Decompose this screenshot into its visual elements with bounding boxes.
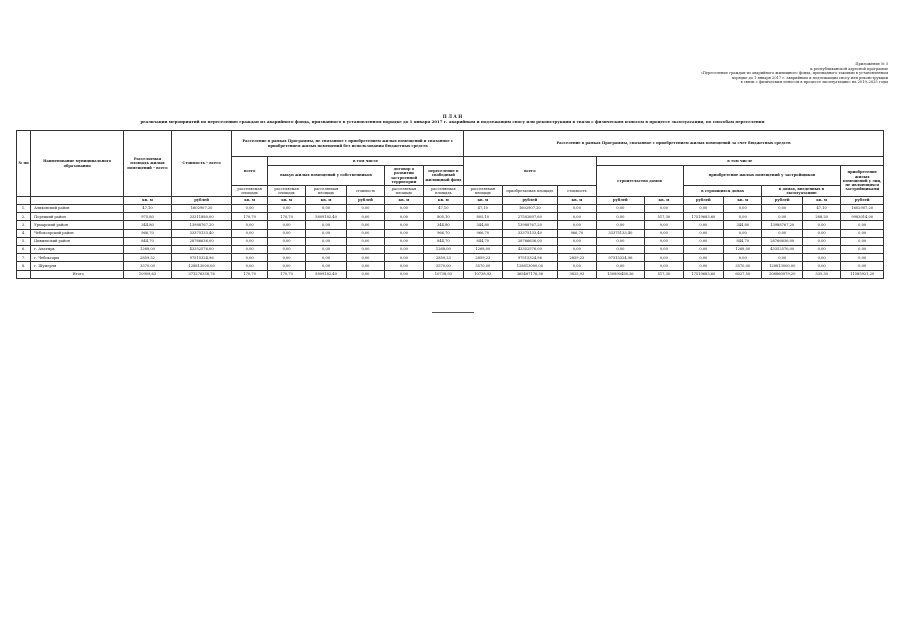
appendix-line: в связи с физическим износом в процессе эксплуатации» на 2019–2025 годы [740,80,888,85]
value-cell: 0,00 [385,205,423,213]
value-cell: 0,00 [306,237,346,245]
value-cell: 33375133,40 [171,229,232,237]
value-cell: 0,00 [724,229,762,237]
col-header-a-incl: в том числе [267,157,463,166]
col-header-resettled-area: расселяемая площадь [267,186,305,197]
value-cell: 805,10 [423,213,463,221]
value-cell: 0,00 [645,229,683,237]
value-cell: 0,00 [232,262,267,270]
table-row [17,213,884,221]
value-cell: 0,00 [802,237,840,245]
value-cell: 0,00 [683,254,723,262]
value-cell: 0,00 [346,270,384,278]
value-cell: 10738,93 [423,270,463,278]
value-cell: 0,00 [306,229,346,237]
value-cell: 1602907,20 [502,205,558,213]
resettlement-plan-table [16,130,884,279]
value-cell: 0,00 [346,205,384,213]
value-cell: 0,00 [232,229,267,237]
appendix-line: «Переселение граждан из аварийного жилищного фонда, признанного таковым в установленном [700,71,888,76]
value-cell: 805,10 [464,213,502,221]
col-header-cost-total: Стоимость – всего [171,131,232,197]
appendix-line: порядке до 1 января 2017 г. аварийным и подлежащим сносу или реконструкции [731,75,888,80]
unit-label: кв. м [232,197,267,205]
value-cell: 0,00 [645,245,683,253]
value-cell: 10909,63 [124,270,172,278]
value-cell: 0,00 [346,229,384,237]
value-cell: 0,00 [346,262,384,270]
col-header-cost: стоимость [346,186,384,197]
unit-label: рублей [171,197,232,205]
value-cell: 170,70 [232,213,267,221]
value-cell: 344,80 [423,221,463,229]
value-cell: 0,00 [645,254,683,262]
value-cell: 43352576,00 [762,245,802,253]
value-cell: 0,00 [346,254,384,262]
value-cell: 0,00 [841,254,884,262]
value-cell: 0,00 [232,245,267,253]
row-num: 6. [17,245,31,253]
unit-label: рублей [841,197,884,205]
value-cell: 0,00 [346,213,384,221]
value-cell: 6027,50 [724,270,762,278]
value-cell: 365467176,36 [502,270,558,278]
value-cell: 0,00 [802,229,840,237]
value-cell: 28766636,00 [762,237,802,245]
value-cell: 0,00 [596,213,645,221]
value-cell: 0,00 [267,245,305,253]
unit-label: рублей [683,197,723,205]
unit-label: рублей [502,197,558,205]
row-num: 4. [17,229,31,237]
value-cell: 0,00 [841,262,884,270]
col-header-construction: строительство домов [596,166,683,197]
value-cell: 0,00 [385,245,423,253]
value-cell: 844,70 [423,237,463,245]
value-cell: 13988767,20 [171,221,232,229]
value-cell: 0,00 [558,205,596,213]
value-cell: 966,70 [558,229,596,237]
municipality-name: г. Алатырь [31,245,124,253]
value-cell: 0,00 [596,245,645,253]
value-cell: 975,80 [124,213,172,221]
value-cell: 2859,23 [558,254,596,262]
value-cell: 0,00 [683,237,723,245]
value-cell: 47,10 [423,205,463,213]
value-cell: 1268,00 [464,245,502,253]
value-cell: 0,00 [724,213,762,221]
col-group-b: Расселение в рамках Программы, связанное с приобретением жилых помещений за счет бюджетных средств [464,131,884,157]
col-header-cost: стоимость [558,186,596,197]
col-group-a: Расселение в рамках Программы, не связанное с приобретением жилых помещений и связанное с приобретением жилых помещений без использования бюджетных средств [232,131,464,157]
value-cell: 0,00 [596,262,645,270]
col-header-from-others: приобретение жилых помещений у лиц, не являющихся застройщиками [841,166,884,197]
value-cell: 9983014,00 [841,213,884,221]
value-cell: 0,00 [306,262,346,270]
value-cell: 3570,00 [124,262,172,270]
value-cell: 128813000,00 [502,262,558,270]
value-cell: 344,80 [124,221,172,229]
table-row [17,254,884,262]
value-cell: 0,00 [841,229,884,237]
value-cell: 288,20 [802,213,840,221]
value-cell: 0,00 [762,229,802,237]
appendix-header [688,62,888,85]
value-cell: 966,70 [423,229,463,237]
value-cell: 0,00 [802,245,840,253]
value-cell: 170,70 [232,270,267,278]
value-cell: 0,00 [762,254,802,262]
col-header-resettled-area: расселяемая площадь [464,186,502,197]
unit-label: кв. м [558,197,596,205]
value-cell: 517,30 [645,270,683,278]
unit-label: кв. м [267,197,305,205]
col-header-in-building: в строящихся домах [683,186,762,197]
value-cell: 0,00 [267,254,305,262]
value-cell: 33311880,00 [171,213,232,221]
value-cell: 0,00 [558,262,596,270]
unit-label: кв. м [306,197,346,205]
value-cell: 0,00 [306,245,346,253]
unit-label: кв. м [124,197,172,205]
value-cell: 0,00 [346,237,384,245]
unit-label: рублей [596,197,645,205]
value-cell: 27502697,60 [502,213,558,221]
appendix-line: к республиканской адресной программе [810,66,888,71]
row-num: 7. [17,254,31,262]
value-cell: 170,70 [267,270,305,278]
value-cell: 17519683,60 [683,213,723,221]
value-cell: 844,70 [464,237,502,245]
value-cell: 0,00 [267,205,305,213]
value-cell: 0,00 [802,254,840,262]
value-cell: 97515324,96 [171,254,232,262]
table-body [17,205,884,279]
value-cell: 13988767,20 [762,221,802,229]
value-cell: 0,00 [385,221,423,229]
col-header-in-finished: в домах, введенных в эксплуатацию [762,186,841,197]
unit-label: кв. м [464,197,502,205]
value-cell: 0,00 [558,245,596,253]
value-cell: 0,00 [232,237,267,245]
value-cell: 10738,93 [464,270,502,278]
header-row [17,131,884,157]
col-header-contract: договор о развитии застроенной территории [385,166,423,186]
value-cell: 130890458,36 [596,270,645,278]
value-cell: 0,00 [596,205,645,213]
col-header-b-incl: в том числе [596,157,883,166]
col-header-resettled-area: расселяемая площадь [232,186,267,197]
value-cell: 0,00 [596,221,645,229]
value-cell: 5809182,40 [306,213,346,221]
row-num: 3. [17,221,31,229]
value-cell: 0,00 [802,262,840,270]
value-cell: 0,00 [306,205,346,213]
value-cell: 0,00 [267,237,305,245]
table-row [17,262,884,270]
table-row [17,221,884,229]
col-header-free-fund: переселение в свободный жилищный фонд [423,166,463,186]
municipality-name: Порецкий район [31,213,124,221]
value-cell: 0,00 [762,213,802,221]
value-cell: 371276358,76 [171,270,232,278]
value-cell: 28766636,00 [502,237,558,245]
value-cell: 344,80 [464,221,502,229]
unit-label: кв. м [423,197,463,205]
col-header-name: Наименование муниципального образования [31,131,124,197]
total-row [17,270,884,278]
value-cell: 0,00 [385,270,423,278]
municipality-name: Урмарский район [31,221,124,229]
value-cell: 0,00 [232,221,267,229]
value-cell: 0,00 [645,237,683,245]
value-cell: 0,00 [232,205,267,213]
value-cell: 1268,00 [423,245,463,253]
value-cell: 33375133,40 [502,229,558,237]
value-cell: 0,00 [724,205,762,213]
row-num: 1. [17,205,31,213]
municipality-name: г. Чебоксары [31,254,124,262]
value-cell: 2859,23 [464,254,502,262]
value-cell: 13988767,20 [502,221,558,229]
value-cell: 3825,93 [558,270,596,278]
value-cell: 0,00 [558,237,596,245]
col-header-acquired-area: приобретаемая площадь [502,186,558,197]
unit-label: рублей [346,197,384,205]
value-cell: 0,00 [596,237,645,245]
table-row [17,205,884,213]
municipality-name: Чебоксарский район [31,229,124,237]
appendix-line: Приложение № 3 [855,62,888,66]
value-cell: 0,00 [385,262,423,270]
unit-label: кв. м [645,197,683,205]
value-cell: 0,00 [267,229,305,237]
value-cell: 33375133,40 [596,229,645,237]
value-cell: 0,00 [385,254,423,262]
value-cell: 17519683,60 [683,270,723,278]
value-cell: 0,00 [385,213,423,221]
table-row [17,245,884,253]
value-cell: 43352576,00 [171,245,232,253]
value-cell: 0,00 [683,221,723,229]
col-header-resettled-area: расселяемая площадь [306,186,346,197]
value-cell: 0,00 [841,237,884,245]
units-row [17,197,884,205]
col-header-num: № пп [17,131,31,197]
value-cell: 0,00 [841,221,884,229]
footer-rule [432,312,474,313]
value-cell: 844,70 [124,237,172,245]
value-cell: 844,70 [724,237,762,245]
municipality-name: Аликовский район [31,205,124,213]
unit-label: кв. м [385,197,423,205]
table-row [17,229,884,237]
unit-label: рублей [762,197,802,205]
value-cell: 344,80 [724,221,762,229]
value-cell: 43352576,00 [502,245,558,253]
value-cell: 28766636,00 [171,237,232,245]
value-cell: 0,00 [724,254,762,262]
value-cell: 0,00 [346,245,384,253]
value-cell: 2859,23 [423,254,463,262]
col-header-resettled-area: расселяемая площадь [385,186,423,197]
value-cell: 1268,00 [124,245,172,253]
value-cell: 0,00 [267,262,305,270]
value-cell: 966,70 [124,229,172,237]
municipality-name: Цивильский район [31,237,124,245]
value-cell: 47,10 [802,205,840,213]
value-cell: 0,00 [385,237,423,245]
col-header-resettled-area: расселяемая площадь [423,186,463,197]
value-cell: 0,00 [267,221,305,229]
value-cell: 0,00 [645,205,683,213]
col-header-b-total: всего [464,157,597,186]
value-cell: 0,00 [683,245,723,253]
value-cell: 208860979,20 [762,270,802,278]
unit-label: кв. м [724,197,762,205]
value-cell: 0,00 [232,254,267,262]
col-header-a-total: всего [232,157,267,186]
municipality-name: г. Шумерля [31,262,124,270]
value-cell: 0,00 [645,221,683,229]
value-cell: 97515324,96 [596,254,645,262]
value-cell: 1268,00 [724,245,762,253]
value-cell: 47,10 [124,205,172,213]
value-cell: 3570,00 [724,262,762,270]
value-cell: 128813000,00 [171,262,232,270]
col-header-purchase: приобретение жилых помещений у застройщиков [683,166,841,186]
value-cell: 128813000,00 [762,262,802,270]
value-cell: 3570,00 [423,262,463,270]
value-cell: 97515324,96 [502,254,558,262]
value-cell: 1602907,20 [171,205,232,213]
value-cell: 335,30 [802,270,840,278]
value-cell: 5809182,40 [306,270,346,278]
value-cell: 0,00 [558,221,596,229]
row-num [17,270,31,278]
plan-subtitle: реализации мероприятий по переселению граждан из аварийного фонда, признанного в установленном порядке до 1 января 2017 г. аварийным и подлежащим сносу или реконструкции в связи с физическим износом в процессе эксплуатации, по способам переселения [140,119,765,124]
value-cell: 0,00 [683,229,723,237]
col-header-buyout: выкуп жилых помещений у собственников [267,166,384,186]
value-cell: 47,10 [464,205,502,213]
value-cell: 0,00 [802,221,840,229]
value-cell: 517,30 [645,213,683,221]
value-cell: 11585921,20 [841,270,884,278]
row-num: 2. [17,213,31,221]
value-cell: 0,00 [306,221,346,229]
value-cell: 1602907,20 [841,205,884,213]
value-cell: 0,00 [762,205,802,213]
row-num: 8. [17,262,31,270]
value-cell: 170,70 [267,213,305,221]
value-cell: 0,00 [645,262,683,270]
value-cell: 966,70 [464,229,502,237]
value-cell: 0,00 [683,262,723,270]
plan-title: П Л А Н [442,114,463,119]
value-cell: 0,00 [683,205,723,213]
unit-label: кв. м [802,197,840,205]
value-cell: 0,00 [841,245,884,253]
table-row [17,237,884,245]
row-num: 5. [17,237,31,245]
value-cell: 0,00 [385,229,423,237]
value-cell: 3570,00 [464,262,502,270]
value-cell: 0,00 [346,221,384,229]
value-cell: 0,00 [558,213,596,221]
col-header-area-total: Расселяемая площадь жилых помещений – всего [124,131,172,197]
total-label: Итого [31,270,124,278]
value-cell: 0,00 [306,254,346,262]
value-cell: 2859,52 [124,254,172,262]
